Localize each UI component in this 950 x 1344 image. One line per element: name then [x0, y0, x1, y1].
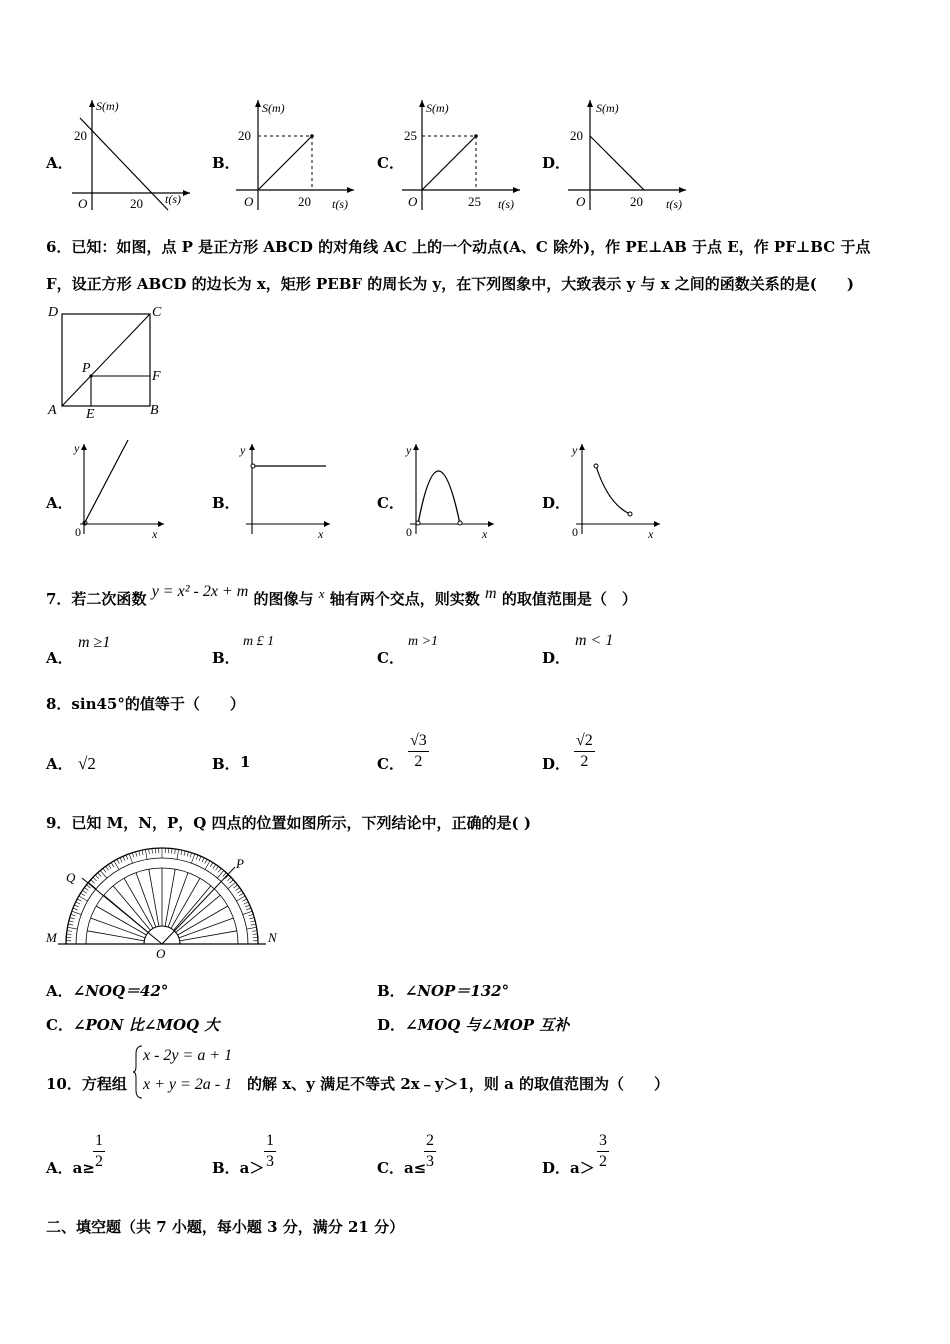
- protractor-tick: [247, 927, 257, 929]
- protractor-tick: [243, 911, 252, 914]
- q6-option-d-label: D．: [542, 494, 571, 512]
- svg-text:S(m): S(m): [596, 101, 619, 115]
- q10-equation-1: x - 2y = a + 1: [143, 1047, 233, 1064]
- q5-graph-b: [236, 98, 361, 216]
- protractor-tick: [205, 859, 207, 863]
- q10-equation-2: x + y = 2a - 1: [143, 1076, 233, 1093]
- protractor-tick: [145, 849, 147, 859]
- svg-text:x: x: [648, 527, 654, 541]
- protractor-tick: [227, 877, 231, 880]
- protractor-tick: [215, 866, 218, 870]
- q7-option-c-label: C．: [377, 649, 404, 667]
- protractor-tick: [117, 859, 119, 863]
- q10-option-a-label: A．a≥: [46, 1159, 95, 1177]
- protractor-tick: [237, 890, 241, 893]
- protractor-tick: [236, 888, 240, 891]
- q10-option-c-label: C．a≤: [377, 1159, 427, 1177]
- protractor-tick: [136, 852, 137, 857]
- q5a-tick-y: 20: [74, 128, 87, 143]
- svg-text:0: 0: [572, 525, 578, 539]
- svg-text:Q: Q: [66, 870, 76, 885]
- q5-option-c-label: C．: [377, 154, 404, 172]
- protractor-tick: [82, 890, 86, 893]
- q10-option-d-label: D．a＞: [542, 1159, 595, 1177]
- q5a-tick-x: 20: [130, 196, 143, 211]
- q8-question: 8．sin45°的值等于（ ）: [46, 695, 245, 713]
- q9-question: 9．已知 M，N，P，Q 四点的位置如图所示，下列结论中，正确的是( ): [46, 814, 531, 832]
- svg-text:t(s): t(s): [498, 197, 514, 211]
- svg-text:S(m): S(m): [426, 101, 449, 115]
- q8-option-c-label: C．: [377, 755, 404, 773]
- protractor-ray: [168, 873, 188, 928]
- q6-option-a-label: A．: [46, 494, 73, 512]
- protractor-tick: [103, 868, 106, 872]
- protractor-tick: [242, 899, 246, 901]
- protractor-tick: [111, 863, 114, 867]
- protractor-tick: [120, 858, 122, 862]
- q5-graph-c: [402, 98, 527, 216]
- svg-text:x: x: [482, 527, 488, 541]
- svg-text:t(s): t(s): [332, 197, 348, 211]
- q9-option-b: B．∠NOP＝132°: [377, 982, 510, 1000]
- svg-text:D: D: [48, 305, 59, 320]
- q7-option-c-value: m >1: [408, 634, 439, 649]
- protractor-tick: [81, 893, 85, 896]
- protractor-ray: [91, 918, 146, 938]
- q10-option-d-fraction: $\frac{3}{2}$: [599, 1132, 607, 1170]
- q8-option-a-label: A．: [46, 755, 73, 773]
- protractor-tick: [196, 855, 198, 860]
- q7-option-a-value: m ≥1: [78, 634, 111, 651]
- protractor-tick: [252, 931, 257, 932]
- svg-text:S(m): S(m): [262, 101, 285, 115]
- svg-text:y: y: [572, 443, 578, 457]
- section2-heading: 二、填空题（共 7 小题，每小题 3 分，满分 21 分）: [46, 1218, 405, 1236]
- protractor-tick: [249, 914, 254, 916]
- q8-option-a-value: √2: [78, 754, 96, 773]
- q7-option-d-label: D．: [542, 649, 571, 667]
- protractor-ray: [165, 869, 175, 926]
- q6-square-figure: [44, 302, 174, 422]
- protractor-tick: [73, 908, 78, 910]
- svg-text:20: 20: [238, 128, 251, 143]
- q5-graph-a: [72, 98, 197, 216]
- q8-option-d-label: D．: [542, 755, 571, 773]
- svg-text:P: P: [82, 361, 91, 376]
- q6-question-line1: 6．已知：如图，点 P 是正方形 ABCD 的对角线 AC 上的一个动点(A、C 除外)，作 PE⊥AB 于点 E，作 PF⊥BC 于点: [46, 238, 871, 256]
- q7-option-b-label: B．: [212, 649, 240, 667]
- q10-prefix: 10．方程组: [46, 1075, 127, 1093]
- protractor-tick: [187, 852, 188, 857]
- svg-text:A: A: [48, 403, 57, 418]
- svg-text:0: 0: [406, 525, 412, 539]
- protractor-tick: [218, 868, 221, 872]
- protractor-tick: [181, 850, 182, 855]
- q7-formula: y = x² - 2x + m: [151, 583, 249, 600]
- protractor-tick: [142, 850, 143, 855]
- svg-text:25: 25: [404, 128, 417, 143]
- svg-text:x: x: [318, 527, 324, 541]
- protractor-tick: [251, 924, 256, 925]
- q5-option-a-label: A．: [46, 154, 73, 172]
- q8-option-b-label: B．: [212, 755, 240, 773]
- protractor-tick: [175, 849, 176, 854]
- protractor-tick: [246, 908, 251, 910]
- q5-option-d-label: D．: [542, 154, 571, 172]
- q5-graph-d: [568, 98, 693, 216]
- protractor-tick: [177, 849, 179, 859]
- svg-text:t(s): t(s): [666, 197, 682, 211]
- svg-text:B: B: [150, 403, 159, 418]
- protractor-tick: [230, 880, 234, 883]
- protractor-tick: [71, 914, 76, 916]
- q8-option-b-value: 1: [240, 753, 251, 771]
- protractor-tick: [98, 873, 101, 877]
- svg-text:y: y: [74, 441, 80, 455]
- q9-option-d: D．∠MOQ 与∠MOP 互补: [377, 1016, 570, 1034]
- q10-option-b-fraction: $\frac{1}{3}$: [266, 1132, 274, 1170]
- svg-text:C: C: [152, 305, 162, 320]
- protractor-tick: [199, 856, 201, 861]
- svg-text:P: P: [236, 856, 244, 871]
- svg-text:y: y: [240, 443, 246, 457]
- protractor-tick: [77, 899, 81, 901]
- protractor-tick: [67, 927, 77, 929]
- protractor-tick: [213, 864, 216, 868]
- protractor-tick: [84, 888, 88, 891]
- protractor-tick: [76, 902, 80, 904]
- q10-option-b-label: B．a＞: [212, 1159, 265, 1177]
- svg-text:0: 0: [75, 525, 81, 539]
- svg-text:20: 20: [298, 194, 311, 209]
- q5a-origin: O: [78, 196, 88, 211]
- protractor-tick: [91, 880, 95, 883]
- q5a-ylabel: S(m): [96, 99, 119, 113]
- protractor-tick: [149, 849, 150, 854]
- q10-option-a-fraction: $\frac{1}{2}$: [95, 1132, 103, 1170]
- protractor-tick: [172, 849, 173, 854]
- protractor-tick: [108, 864, 111, 868]
- protractor-tick: [72, 911, 81, 914]
- protractor-ray: [149, 869, 159, 926]
- protractor-tick: [191, 854, 194, 863]
- protractor-tick: [245, 905, 250, 907]
- q6-graph-c: [402, 438, 502, 542]
- svg-text:20: 20: [630, 194, 643, 209]
- q8-option-d-fraction: $\frac{√2}{2}$: [576, 732, 593, 770]
- protractor-tick: [202, 858, 204, 862]
- protractor-tick: [67, 931, 72, 932]
- protractor-tick: [68, 924, 73, 925]
- q6-option-b-label: B．: [212, 494, 240, 512]
- q8-option-c-fraction: $\frac{√3}{2}$: [410, 732, 427, 770]
- svg-text:F: F: [152, 369, 161, 384]
- protractor-tick: [95, 875, 98, 879]
- svg-text:y: y: [406, 443, 412, 457]
- q9-option-c: C．∠PON 比∠MOQ 大: [46, 1016, 220, 1034]
- q7-option-a-label: A．: [46, 649, 73, 667]
- protractor-tick: [132, 853, 134, 858]
- protractor-tick: [67, 934, 72, 935]
- protractor-tick: [244, 902, 248, 904]
- protractor-tick: [106, 866, 109, 870]
- q7-option-d-value: m < 1: [575, 632, 614, 649]
- q7-question: 7．若二次函数 y = x² - 2x + m 的图像与 x 轴有两个交点，则实数 m 的取值范围是（ ）: [46, 583, 637, 608]
- protractor-tick: [223, 873, 226, 877]
- protractor-ray: [136, 873, 156, 928]
- q10-option-c-fraction: $\frac{2}{3}$: [426, 1132, 434, 1170]
- q6-graph-b: [238, 438, 338, 542]
- protractor-tick: [74, 905, 79, 907]
- svg-text:M: M: [46, 930, 57, 945]
- protractor-tick: [250, 921, 255, 922]
- protractor-tick: [249, 918, 254, 919]
- protractor-ray: [180, 931, 237, 941]
- q6-graph-a: [72, 438, 172, 542]
- protractor-ray: [179, 918, 234, 938]
- protractor-tick: [139, 851, 140, 856]
- q6-graph-d: [568, 438, 668, 542]
- q5-option-b-label: B．: [212, 154, 240, 172]
- protractor-tick: [239, 893, 243, 896]
- protractor-tick: [253, 934, 258, 935]
- svg-text:O: O: [156, 946, 166, 961]
- protractor-tick: [86, 885, 90, 888]
- protractor-tick: [190, 853, 192, 858]
- q10-suffix: 的解 x、y 满足不等式 2x﹣y＞1，则 a 的取值范围为（ ）: [247, 1075, 670, 1093]
- svg-text:x: x: [152, 527, 158, 541]
- protractor-tick: [152, 849, 153, 854]
- svg-text:N: N: [268, 930, 277, 945]
- protractor-tick: [210, 863, 213, 867]
- svg-text:25: 25: [468, 194, 481, 209]
- svg-text:20: 20: [570, 128, 583, 143]
- protractor-tick: [129, 854, 132, 863]
- q6-question-line2: F，设正方形 ABCD 的边长为 x，矩形 PEBF 的周长为 y，在下列图象中，大致表示 y 与 x 之间的函数关系的是( ): [46, 275, 854, 293]
- svg-text:O: O: [408, 194, 418, 209]
- svg-text:E: E: [86, 407, 95, 422]
- protractor-tick: [70, 918, 75, 919]
- protractor-ray: [87, 931, 144, 941]
- protractor-tick: [93, 877, 97, 880]
- protractor-tick: [126, 855, 128, 860]
- q6-option-c-label: C．: [377, 494, 404, 512]
- protractor-tick: [69, 921, 74, 922]
- protractor-tick: [123, 856, 125, 861]
- q9-option-a: A．∠NOQ＝42°: [46, 982, 169, 1000]
- q5a-xlabel: t(s): [165, 192, 181, 206]
- svg-text:O: O: [576, 194, 586, 209]
- q9-protractor-figure: [44, 840, 284, 962]
- svg-text:O: O: [244, 194, 254, 209]
- protractor-tick: [234, 885, 238, 888]
- protractor-tick: [184, 851, 185, 856]
- q7-option-b-value: m £ 1: [243, 634, 275, 649]
